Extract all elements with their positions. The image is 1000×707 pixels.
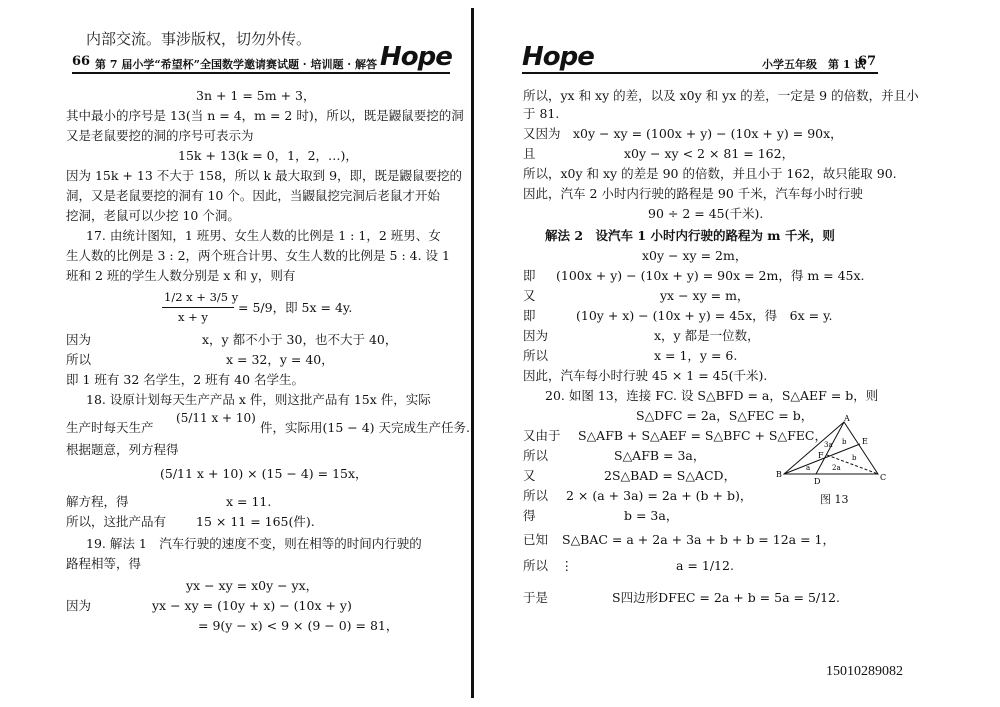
text-line: 因为 xyxy=(66,598,92,613)
text-line: S△AFB + S△AEF = S△BFC + S△FEC， xyxy=(578,428,827,443)
left-running-title: 第 7 届小学“希望杯”全国数学邀请赛试题 · 培训题 · 解答 xyxy=(95,58,377,71)
text-line: 90 ÷ 2 = 45(千米). xyxy=(648,206,764,221)
text-line: 又因为 x0y − xy = (100x + y) − (10x + y) = 90x， xyxy=(523,126,843,141)
text-line: 所以 xyxy=(66,352,92,367)
text-line: yx − xy = x0y − yx， xyxy=(186,578,319,593)
equation-line: (5/11 x + 10) × (15 − 4) = 15x， xyxy=(160,466,368,481)
left-page-number: 66 xyxy=(72,54,91,69)
text-line: 班和 2 班的学生人数分别是 x 和 y，则有 xyxy=(66,268,296,283)
text-line: 因为 xyxy=(66,332,92,347)
text-line: 2 × (a + 3a) = 2a + (b + b)， xyxy=(566,488,753,503)
text-line: S△DFC = 2a，S△FEC = b， xyxy=(636,408,814,423)
left-hope-logo: Hope xyxy=(380,42,452,72)
text-line: x = 1，y = 6. xyxy=(654,348,738,363)
text-line: 因为 xyxy=(523,328,549,343)
area-b-1: b xyxy=(842,438,847,446)
text-line: 因此，汽车每小时行驶 45 × 1 = 45(千米). xyxy=(523,368,768,383)
text-line: 解方程，得 xyxy=(66,494,129,509)
figure-13-triangle xyxy=(774,414,894,489)
equation-denominator: x + y xyxy=(178,310,208,324)
text-line: 得 xyxy=(523,508,536,523)
text-line: 所以，这批产品有 xyxy=(66,514,167,529)
right-page-number: 67 xyxy=(858,54,877,69)
text-line: S四边形DFEC = 2a + b = 5a = 5/12. xyxy=(612,590,840,605)
left-header-rule xyxy=(72,72,450,74)
area-a: a xyxy=(806,464,811,472)
text-line: x0y − xy < 2 × 81 = 162， xyxy=(624,146,795,161)
text-line: 且 xyxy=(523,146,536,161)
text-line: 因此，汽车 2 小时内行驶的路程是 90 千米，汽车每小时行驶 xyxy=(523,186,863,201)
page-spine xyxy=(471,8,474,698)
text-line: 所以，x0y 和 xy 的差是 90 的倍数，并且小于 162，故只能取 90. xyxy=(523,166,897,181)
text-line: 15 × 11 = 165(件). xyxy=(196,514,315,529)
label-d: D xyxy=(814,477,821,486)
text-line: x0y − xy = 2m， xyxy=(642,248,748,263)
text-line: 于 81. xyxy=(523,106,560,121)
right-running-title: 小学五年级 第 1 试 xyxy=(762,58,866,71)
paren-expression: (5/11 x + 10) xyxy=(176,411,256,425)
text-line: yx − xy = m， xyxy=(660,288,750,303)
text-line: S△AFB = 3a， xyxy=(614,448,706,463)
area-2a: 2a xyxy=(832,464,841,472)
label-a: A xyxy=(844,414,850,423)
watermark-text: 内部交流。事涉版权，切勿外传。 xyxy=(86,30,312,48)
problem-20-start: 20. 如图 13，连接 FC. 设 S△BFD = a，S△AEF = b，则 xyxy=(545,388,879,403)
text-line: 件，实际用(15 − 4) 天完成生产任务. xyxy=(260,420,470,435)
label-f: F xyxy=(818,451,824,460)
phone-number: 15010289082 xyxy=(826,664,903,679)
text-line: 3n + 1 = 5m + 3， xyxy=(196,88,316,103)
text-line: 生人数的比例是 3 : 2，两个班合计男、女生人数的比例是 5 : 4. 设 1 xyxy=(66,248,450,263)
paren-expression-inner: 5/11 x + 10 xyxy=(180,411,252,425)
text-line: 又 xyxy=(523,288,536,303)
text-line: 即 xyxy=(523,268,536,283)
text-line: 其中最小的序号是 13(当 n = 4，m = 2 时)，所以，既是鼹鼠要挖的洞 xyxy=(66,108,464,123)
right-hope-logo: Hope xyxy=(522,42,594,72)
problem-17-start: 17. 由统计图知，1 班男、女生人数的比例是 1 : 1，2 班男、女 xyxy=(86,228,441,243)
text-line: 即 1 班有 32 名学生，2 班有 40 名学生。 xyxy=(66,372,305,387)
text-line: 又是老鼠要挖的洞的序号可表示为 xyxy=(66,128,254,143)
text-line: 所以 xyxy=(523,348,549,363)
text-line: 又 xyxy=(523,468,536,483)
text-line: 15k + 13(k = 0，1，2，…)， xyxy=(178,148,358,163)
equation-rhs: = 5/9，即 5x = 4y. xyxy=(238,300,353,315)
text-line: 所以 xyxy=(523,488,549,503)
equation-inner: 5/11 x + 10 xyxy=(164,466,239,481)
text-line: S△BAC = a + 2a + 3a + b + b = 12a = 1， xyxy=(562,532,835,547)
solution-2-heading: 解法 2 设汽车 1 小时内行驶的路程为 m 千米，则 xyxy=(545,228,835,243)
text-line: 2S△BAD = S△ACD， xyxy=(604,468,737,483)
label-c: C xyxy=(880,473,887,482)
label-b: B xyxy=(776,470,782,479)
text-line: 生产时每天生产 xyxy=(66,420,154,435)
text-line: 洞，又是老鼠要挖的洞有 10 个。因此，当鼹鼠挖完洞后老鼠才开始 xyxy=(66,188,440,203)
fraction-bar xyxy=(162,307,234,308)
text-line: x = 11. xyxy=(226,494,272,509)
equation-rest: × (15 − 4) = 15x， xyxy=(247,466,368,481)
text-line: yx − xy = (10y + x) − (10x + y) xyxy=(152,598,352,613)
text-line: = 9(y − x) < 9 × (9 − 0) = 81， xyxy=(198,618,399,633)
text-line: 所以 xyxy=(523,448,549,463)
text-line: x，y 都不小于 30，也不大于 40， xyxy=(202,332,398,347)
area-3a: 3a xyxy=(824,441,833,449)
text-line: x = 32，y = 40， xyxy=(226,352,334,367)
text-line: 又由于 xyxy=(523,428,561,443)
problem-19-start: 19. 解法 1 汽车行驶的速度不变，则在相等的时间内行驶的 xyxy=(86,536,422,551)
text-line: (10y + x) − (10x + y) = 45x，得 6x = y. xyxy=(576,308,833,323)
text-line: a = 1/12. xyxy=(676,558,734,573)
text-line: 所以 ⋮ xyxy=(523,558,574,573)
text-line: x，y 都是一位数， xyxy=(654,328,760,343)
figure-caption: 图 13 xyxy=(820,493,849,506)
text-line: 路程相等，得 xyxy=(66,556,142,571)
text-line: 即 xyxy=(523,308,536,323)
text-line: 因为 15k + 13 不大于 158，所以 k 最大取到 9，即，既是鼹鼠要挖的 xyxy=(66,168,463,183)
text-line: 所以，yx 和 xy 的差，以及 x0y 和 yx 的差，一定是 9 的倍数，并且小 xyxy=(523,88,919,103)
equation-numerator: 1/2 x + 3/5 y xyxy=(164,290,239,304)
area-b-2: b xyxy=(852,454,857,462)
text-line: 于是 xyxy=(523,590,549,605)
label-e: E xyxy=(862,437,868,446)
text-line: b = 3a， xyxy=(624,508,679,523)
text-line: 已知 xyxy=(523,532,549,547)
right-header-rule xyxy=(522,72,878,74)
text-line: 挖洞，老鼠可以少挖 10 个洞。 xyxy=(66,208,240,223)
problem-18-start: 18. 设原计划每天生产产品 x 件，则这批产品有 15x 件，实际 xyxy=(86,392,431,407)
text-line: 根据题意，列方程得 xyxy=(66,442,179,457)
text-line: (100x + y) − (10x + y) = 90x = 2m，得 m = 45x. xyxy=(556,268,865,283)
